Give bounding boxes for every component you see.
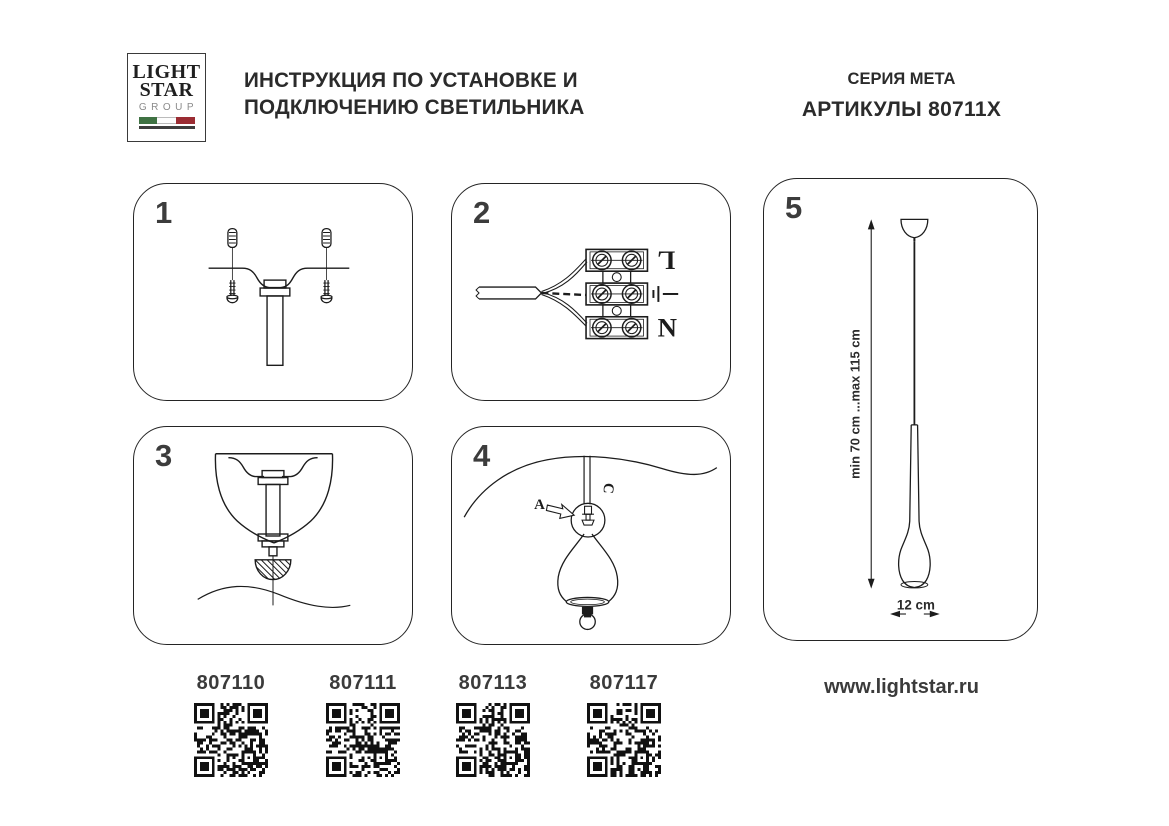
article-number: 807110 [196, 672, 266, 694]
series-articles: АРТИКУЛЫ 80711X [801, 98, 1002, 121]
logo-word-group: GROUP [138, 102, 199, 113]
dowel-screw-right [321, 229, 332, 303]
mains-cable [476, 287, 541, 299]
step-number-1: 1 [155, 195, 173, 230]
step-3-panel [133, 426, 413, 645]
logo-word-star: STAR [139, 79, 194, 101]
step-number-2: 2 [473, 195, 491, 230]
shade-attachment-diagram [452, 427, 730, 644]
bracket-mounting-diagram [134, 184, 412, 400]
terminal-row-live [586, 249, 647, 271]
suspension-tube [267, 296, 283, 365]
page-title [244, 67, 584, 121]
canopy-cup [215, 454, 332, 543]
terminal-label-l: L [657, 245, 676, 276]
italian-flag-bar [139, 117, 195, 124]
step-number-3: 3 [155, 438, 173, 473]
dimensions-panel [763, 178, 1038, 641]
callout-arrow [546, 504, 574, 518]
qr-code [194, 703, 268, 777]
suspension-rod [584, 456, 590, 505]
lamp-socket [583, 607, 593, 613]
step-number-4: 4 [473, 438, 491, 473]
series-block [779, 70, 1024, 122]
logo-word-light: LIGHT [132, 61, 201, 83]
wire-neutral [541, 292, 587, 326]
wire-live [541, 259, 587, 294]
pendant-shade [899, 425, 931, 588]
page-title-line1: ИНСТРУКЦИЯ ПО УСТАНОВКЕ И [244, 68, 578, 92]
connector-detail [582, 506, 594, 525]
qr-code [326, 703, 400, 777]
step-1-panel [133, 183, 413, 401]
dimensions-diagram [764, 179, 1037, 640]
website-link[interactable]: www.lightstar.ru [824, 676, 979, 698]
step-4-panel [451, 426, 731, 645]
ceiling-canopy [901, 219, 928, 237]
article-block [183, 672, 279, 777]
detail-label-a: A [534, 497, 545, 514]
inner-bracket [228, 458, 317, 477]
article-number: 807111 [329, 672, 397, 694]
threaded-tube [266, 484, 280, 536]
dowel-screw-left [227, 229, 238, 303]
height-dimension-label: min 70 cm ...max 115 cm [847, 329, 863, 479]
width-dimension-label: 12 cm [896, 597, 935, 613]
article-number: 807117 [589, 672, 659, 694]
page-title-line2: ПОДКЛЮЧЕНИЮ СВЕТИЛЬНИКА [244, 95, 585, 119]
qr-code [456, 703, 530, 777]
rotate-label-c: C [599, 482, 617, 495]
canopy-assembly-diagram [134, 427, 412, 644]
article-block [445, 672, 541, 777]
qr-code [587, 703, 661, 777]
terminal-row-neutral [586, 317, 647, 339]
article-block [576, 672, 672, 777]
series-name: СЕРИЯ МЕТА [847, 70, 956, 88]
terminal-label-n: N [657, 312, 677, 343]
earth-symbol [653, 286, 678, 302]
ceiling-wave [198, 586, 351, 607]
article-number: 807113 [458, 672, 528, 694]
step-2-panel [451, 183, 731, 401]
terminal-row-earth [586, 283, 647, 305]
lightstar-logo [127, 53, 206, 142]
wiring-diagram [452, 184, 730, 400]
article-block [315, 672, 411, 777]
step-number-5: 5 [785, 190, 803, 225]
logo-underline [139, 126, 195, 129]
vertical-dimension-arrow [868, 219, 875, 588]
shade-outline [558, 534, 618, 601]
